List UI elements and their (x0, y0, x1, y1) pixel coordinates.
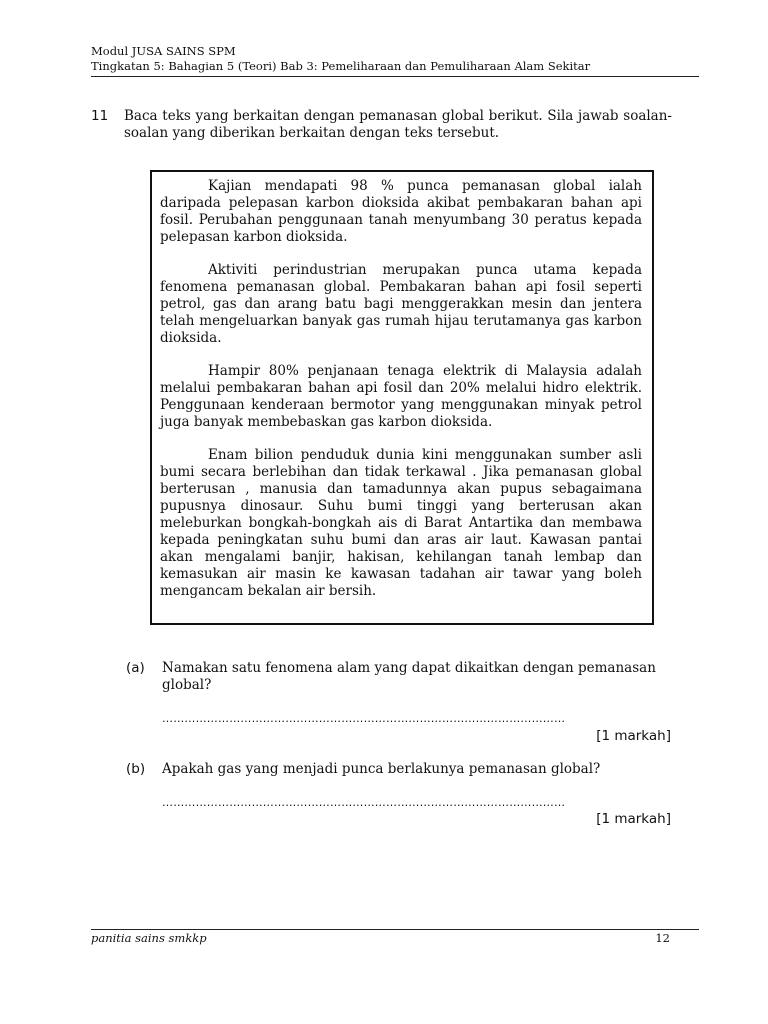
answer-line-b[interactable]: ……………………………………………………………………………………………… (162, 796, 566, 809)
footer-credit: panitia sains smkkp (91, 931, 207, 945)
question-intro: Baca teks yang berkaitan dengan pemanasan global berikut. Sila jawab soalan-soalan yang diberikan berkaitan dengan teks tersebut. (124, 108, 672, 141)
subquestion-b-label: (b) (126, 761, 146, 777)
subquestion-a-text: Namakan satu fenomena alam yang dapat dikaitkan dengan pemanasan global? (162, 660, 656, 693)
module-title: Modul JUSA SAINS SPM (91, 44, 236, 58)
marks-a: [1 markah] (596, 728, 671, 744)
answer-line-a[interactable]: ……………………………………………………………………………………………… (162, 712, 566, 725)
header-divider (91, 76, 699, 77)
page-number: 12 (655, 931, 670, 945)
question-number: 11 (91, 108, 109, 124)
subquestion-b-text: Apakah gas yang menjadi punca berlakunya pemanasan global? (162, 761, 601, 777)
passage-paragraph: Enam bilion penduduk dunia kini menggunakan sumber asli bumi secara berlebihan dan tidak terkawal . Jika pemanasan global berterusan , manusia dan tamadunnya akan pupus sebagaimana pupusnya dinosaur. Suhu bumi tinggi yang berterusan akan meleburkan bongkah-bongkah ais di Barat Antartika dan membawa kepada peningkatan suhu bumi dan aras air laut. Kawasan pantai akan mengalami banjir, hakisan, kehilangan tanah lembap dan kemasukan air masin ke kawasan tadahan air tawar yang boleh mengancam bekalan air bersih. (160, 447, 642, 599)
passage-box (150, 170, 654, 625)
marks-b: [1 markah] (596, 811, 671, 827)
passage-paragraph: Hampir 80% penjanaan tenaga elektrik di Malaysia adalah melalui pembakaran bahan api fosil dan 20% melalui hidro elektrik. Penggunaan kenderaan bermotor yang menggunakan minyak petrol juga banyak membebaskan gas karbon dioksida. (160, 363, 642, 430)
passage-paragraph: Aktiviti perindustrian merupakan punca utama kepada fenomena pemanasan global. Pembakaran bahan api fosil seperti petrol, gas dan arang batu bagi menggerakkan mesin dan jentera telah mengeluarkan banyak gas rumah hijau terutamanya gas karbon dioksida. (160, 262, 642, 346)
chapter-title: Tingkatan 5: Bahagian 5 (Teori) Bab 3: Pemeliharaan dan Pemuliharaan Alam Sekitar (91, 59, 591, 73)
passage-paragraph: Kajian mendapati 98 % punca pemanasan global ialah daripada pelepasan karbon dioksida akibat pembakaran bahan api fosil. Perubahan penggunaan tanah menyumbang 30 peratus kepada pelepasan karbon dioksida. (160, 178, 642, 245)
footer-divider (91, 929, 699, 930)
page-header (91, 44, 701, 74)
subquestion-a-label: (a) (126, 660, 145, 676)
